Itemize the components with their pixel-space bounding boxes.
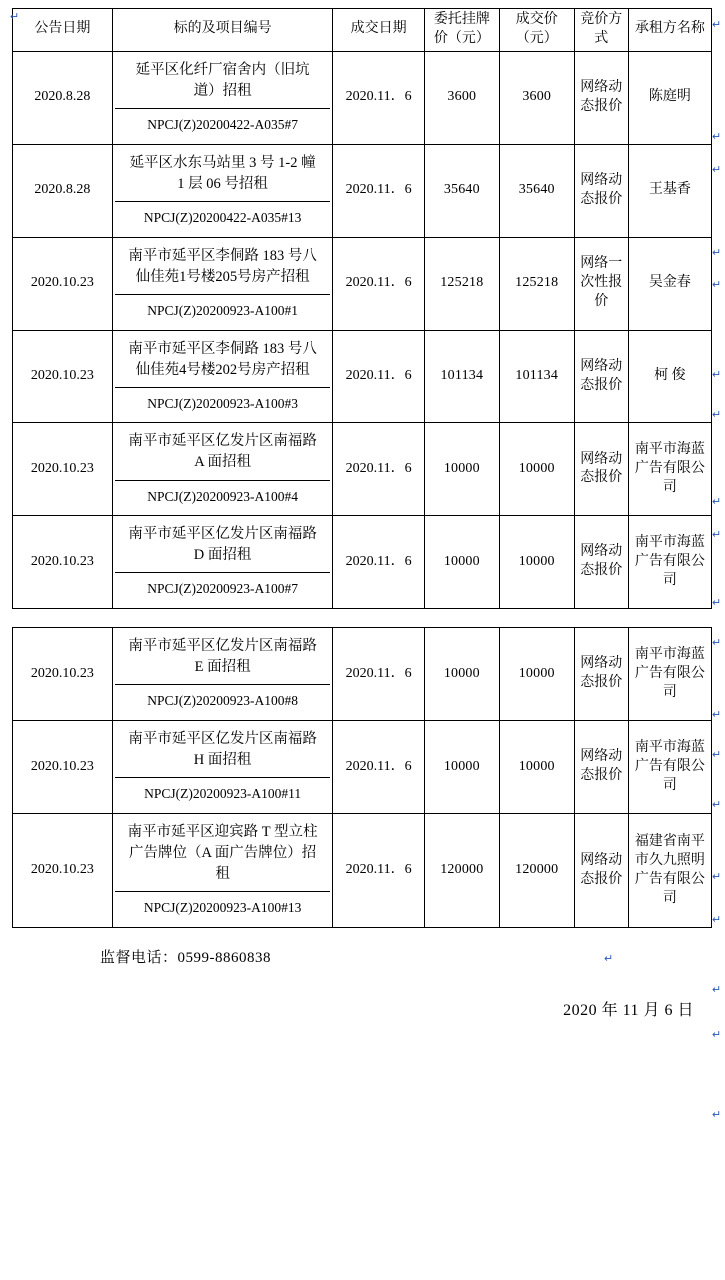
cell-deal-date: 2020.11．6 (333, 51, 425, 144)
cell-deal-price: 10000 (499, 628, 574, 721)
paragraph-mark-icon: ↵ (712, 1109, 722, 1121)
paragraph-mark-icon: ↵ (712, 279, 722, 291)
table-row (13, 814, 712, 928)
cell-listing-price: 3600 (424, 51, 499, 144)
cell-bid-mode: 网络一次性报价 (574, 237, 628, 330)
cell-deal-price: 10000 (499, 516, 574, 609)
cell-notice-date: 2020.10.23 (13, 628, 113, 721)
cell-deal-date: 2020.11．6 (333, 721, 425, 814)
cell-renter: 南平市海蓝广告有限公司 (628, 628, 711, 721)
page-break-gap (0, 609, 725, 627)
column-header-deal-date: 成交日期 (333, 9, 425, 52)
item-description: 南平市延平区亿发片区南福路 E 面招租 (115, 630, 331, 685)
cell-notice-date: 2020.10.23 (13, 721, 113, 814)
cell-listing-price: 120000 (424, 814, 499, 928)
cell-bid-mode: 网络动态报价 (574, 628, 628, 721)
cell-renter: 柯 俊 (628, 330, 711, 423)
cell-item (112, 423, 333, 516)
cell-notice-date: 2020.10.23 (13, 237, 113, 330)
supervise-phone: 监督电话：0599-8860838 (100, 950, 271, 967)
table-row (13, 51, 712, 144)
cell-notice-date: 2020.8.28 (13, 51, 113, 144)
item-code: NPCJ(Z)20200923-A100#1 (147, 302, 298, 318)
cell-item (112, 814, 333, 928)
cell-renter: 陈庭明 (628, 51, 711, 144)
cell-listing-price: 125218 (424, 237, 499, 330)
paragraph-mark-icon: ↵ (712, 637, 722, 649)
cell-deal-price: 35640 (499, 144, 574, 237)
cell-deal-date: 2020.11．6 (333, 423, 425, 516)
paragraph-mark-icon: ↵ (712, 164, 722, 176)
item-code: NPCJ(Z)20200923-A100#8 (147, 693, 298, 709)
paragraph-mark-icon: ↵ (712, 529, 722, 541)
paragraph-mark-icon: ↵ (712, 19, 722, 31)
cell-item (112, 721, 333, 814)
paragraph-mark-icon: ↵ (712, 597, 722, 609)
paragraph-mark-icon: ↵ (712, 914, 722, 926)
cell-notice-date: 2020.10.23 (13, 423, 113, 516)
cell-listing-price: 35640 (424, 144, 499, 237)
table-row (13, 237, 712, 330)
cell-renter: 南平市海蓝广告有限公司 (628, 423, 711, 516)
column-header-item: 标的及项目编号 (112, 9, 333, 52)
transaction-results-table-continued (12, 627, 712, 928)
paragraph-mark-icon: ↵ (712, 984, 722, 996)
item-description: 南平市延平区迎宾路 T 型立柱广告牌位（A 面广告牌位）招租 (115, 816, 331, 892)
cell-notice-date: 2020.10.23 (13, 516, 113, 609)
column-header-notice-date: 公告日期 (13, 9, 113, 52)
document-sign-date: 2020 年 11 月 6 日 (563, 1002, 694, 1020)
cell-bid-mode: 网络动态报价 (574, 423, 628, 516)
paragraph-mark-icon: ↵ (604, 953, 614, 966)
cell-deal-date: 2020.11．6 (333, 516, 425, 609)
cell-bid-mode: 网络动态报价 (574, 330, 628, 423)
table-row (13, 721, 712, 814)
paragraph-mark-icon: ↵ (712, 709, 722, 721)
table-row (13, 330, 712, 423)
cell-deal-date: 2020.11．6 (333, 237, 425, 330)
cell-deal-price: 125218 (499, 237, 574, 330)
paragraph-mark-icon: ↵ (712, 1029, 722, 1041)
document-page (0, 8, 725, 1280)
table-row (13, 423, 712, 516)
paragraph-mark-icon: ↵ (712, 131, 722, 143)
paragraph-mark-icon: ↵ (712, 247, 722, 259)
column-header-bid-mode: 竞价方式 (574, 9, 628, 52)
cell-renter: 南平市海蓝广告有限公司 (628, 516, 711, 609)
cell-listing-price: 10000 (424, 721, 499, 814)
item-description: 南平市延平区亿发片区南福路 H 面招租 (115, 723, 331, 778)
cell-notice-date: 2020.10.23 (13, 330, 113, 423)
cell-deal-date: 2020.11．6 (333, 628, 425, 721)
paragraph-mark-icon: ↵ (10, 11, 20, 23)
cell-renter: 福建省南平市久九照明广告有限公司 (628, 814, 711, 928)
table-row (13, 516, 712, 609)
item-description: 南平市延平区李侗路 183 号八仙佳苑4号楼202号房产招租 (115, 333, 331, 388)
item-description: 延平区水东马站里 3 号 1-2 幢 1 层 06 号招租 (115, 147, 331, 202)
cell-listing-price: 10000 (424, 628, 499, 721)
item-code: NPCJ(Z)20200923-A100#11 (144, 786, 302, 802)
paragraph-mark-icon: ↵ (712, 409, 722, 421)
cell-item (112, 144, 333, 237)
item-description: 南平市延平区李侗路 183 号八仙佳苑1号楼205号房产招租 (115, 240, 331, 295)
paragraph-mark-icon: ↵ (712, 369, 722, 381)
cell-bid-mode: 网络动态报价 (574, 516, 628, 609)
cell-renter: 南平市海蓝广告有限公司 (628, 721, 711, 814)
table-body-part-2 (13, 628, 712, 928)
cell-renter: 王基香 (628, 144, 711, 237)
cell-bid-mode: 网络动态报价 (574, 51, 628, 144)
paragraph-mark-icon: ↵ (712, 799, 722, 811)
cell-bid-mode: 网络动态报价 (574, 814, 628, 928)
transaction-results-table (12, 8, 712, 609)
cell-listing-price: 10000 (424, 423, 499, 516)
cell-deal-date: 2020.11．6 (333, 144, 425, 237)
paragraph-mark-icon: ↵ (712, 871, 722, 883)
item-code: NPCJ(Z)20200422-A035#13 (143, 209, 302, 225)
cell-notice-date: 2020.8.28 (13, 144, 113, 237)
table-header-row (13, 9, 712, 52)
column-header-listing-price: 委托挂牌价（元） (424, 9, 499, 52)
cell-renter: 吴金春 (628, 237, 711, 330)
cell-deal-price: 10000 (499, 721, 574, 814)
cell-bid-mode: 网络动态报价 (574, 144, 628, 237)
cell-deal-price: 10000 (499, 423, 574, 516)
item-code: NPCJ(Z)20200923-A100#13 (143, 900, 302, 916)
table-row (13, 144, 712, 237)
cell-deal-price: 3600 (499, 51, 574, 144)
cell-item (112, 237, 333, 330)
item-description: 南平市延平区亿发片区南福路 A 面招租 (115, 425, 331, 480)
table-header (13, 9, 712, 52)
paragraph-mark-icon: ↵ (712, 749, 722, 761)
column-header-deal-price: 成交价（元） (499, 9, 574, 52)
cell-item (112, 51, 333, 144)
cell-item (112, 330, 333, 423)
item-code: NPCJ(Z)20200923-A100#3 (147, 395, 298, 411)
cell-item (112, 516, 333, 609)
cell-deal-date: 2020.11．6 (333, 330, 425, 423)
document-footer (12, 946, 712, 1020)
paragraph-mark-icon: ↵ (712, 496, 722, 508)
item-description: 南平市延平区亿发片区南福路 D 面招租 (115, 518, 331, 573)
item-code: NPCJ(Z)20200422-A035#7 (147, 116, 298, 132)
table-body-part-1 (13, 51, 712, 609)
cell-bid-mode: 网络动态报价 (574, 721, 628, 814)
cell-deal-date: 2020.11．6 (333, 814, 425, 928)
item-description: 延平区化纤厂宿舍内（旧坑道）招租 (115, 54, 331, 109)
item-code: NPCJ(Z)20200923-A100#7 (147, 581, 298, 597)
cell-notice-date: 2020.10.23 (13, 814, 113, 928)
cell-listing-price: 10000 (424, 516, 499, 609)
cell-deal-price: 101134 (499, 330, 574, 423)
table-row (13, 628, 712, 721)
column-header-renter: 承租方名称 (628, 9, 711, 52)
cell-item (112, 628, 333, 721)
cell-deal-price: 120000 (499, 814, 574, 928)
item-code: NPCJ(Z)20200923-A100#4 (147, 488, 298, 504)
cell-listing-price: 101134 (424, 330, 499, 423)
